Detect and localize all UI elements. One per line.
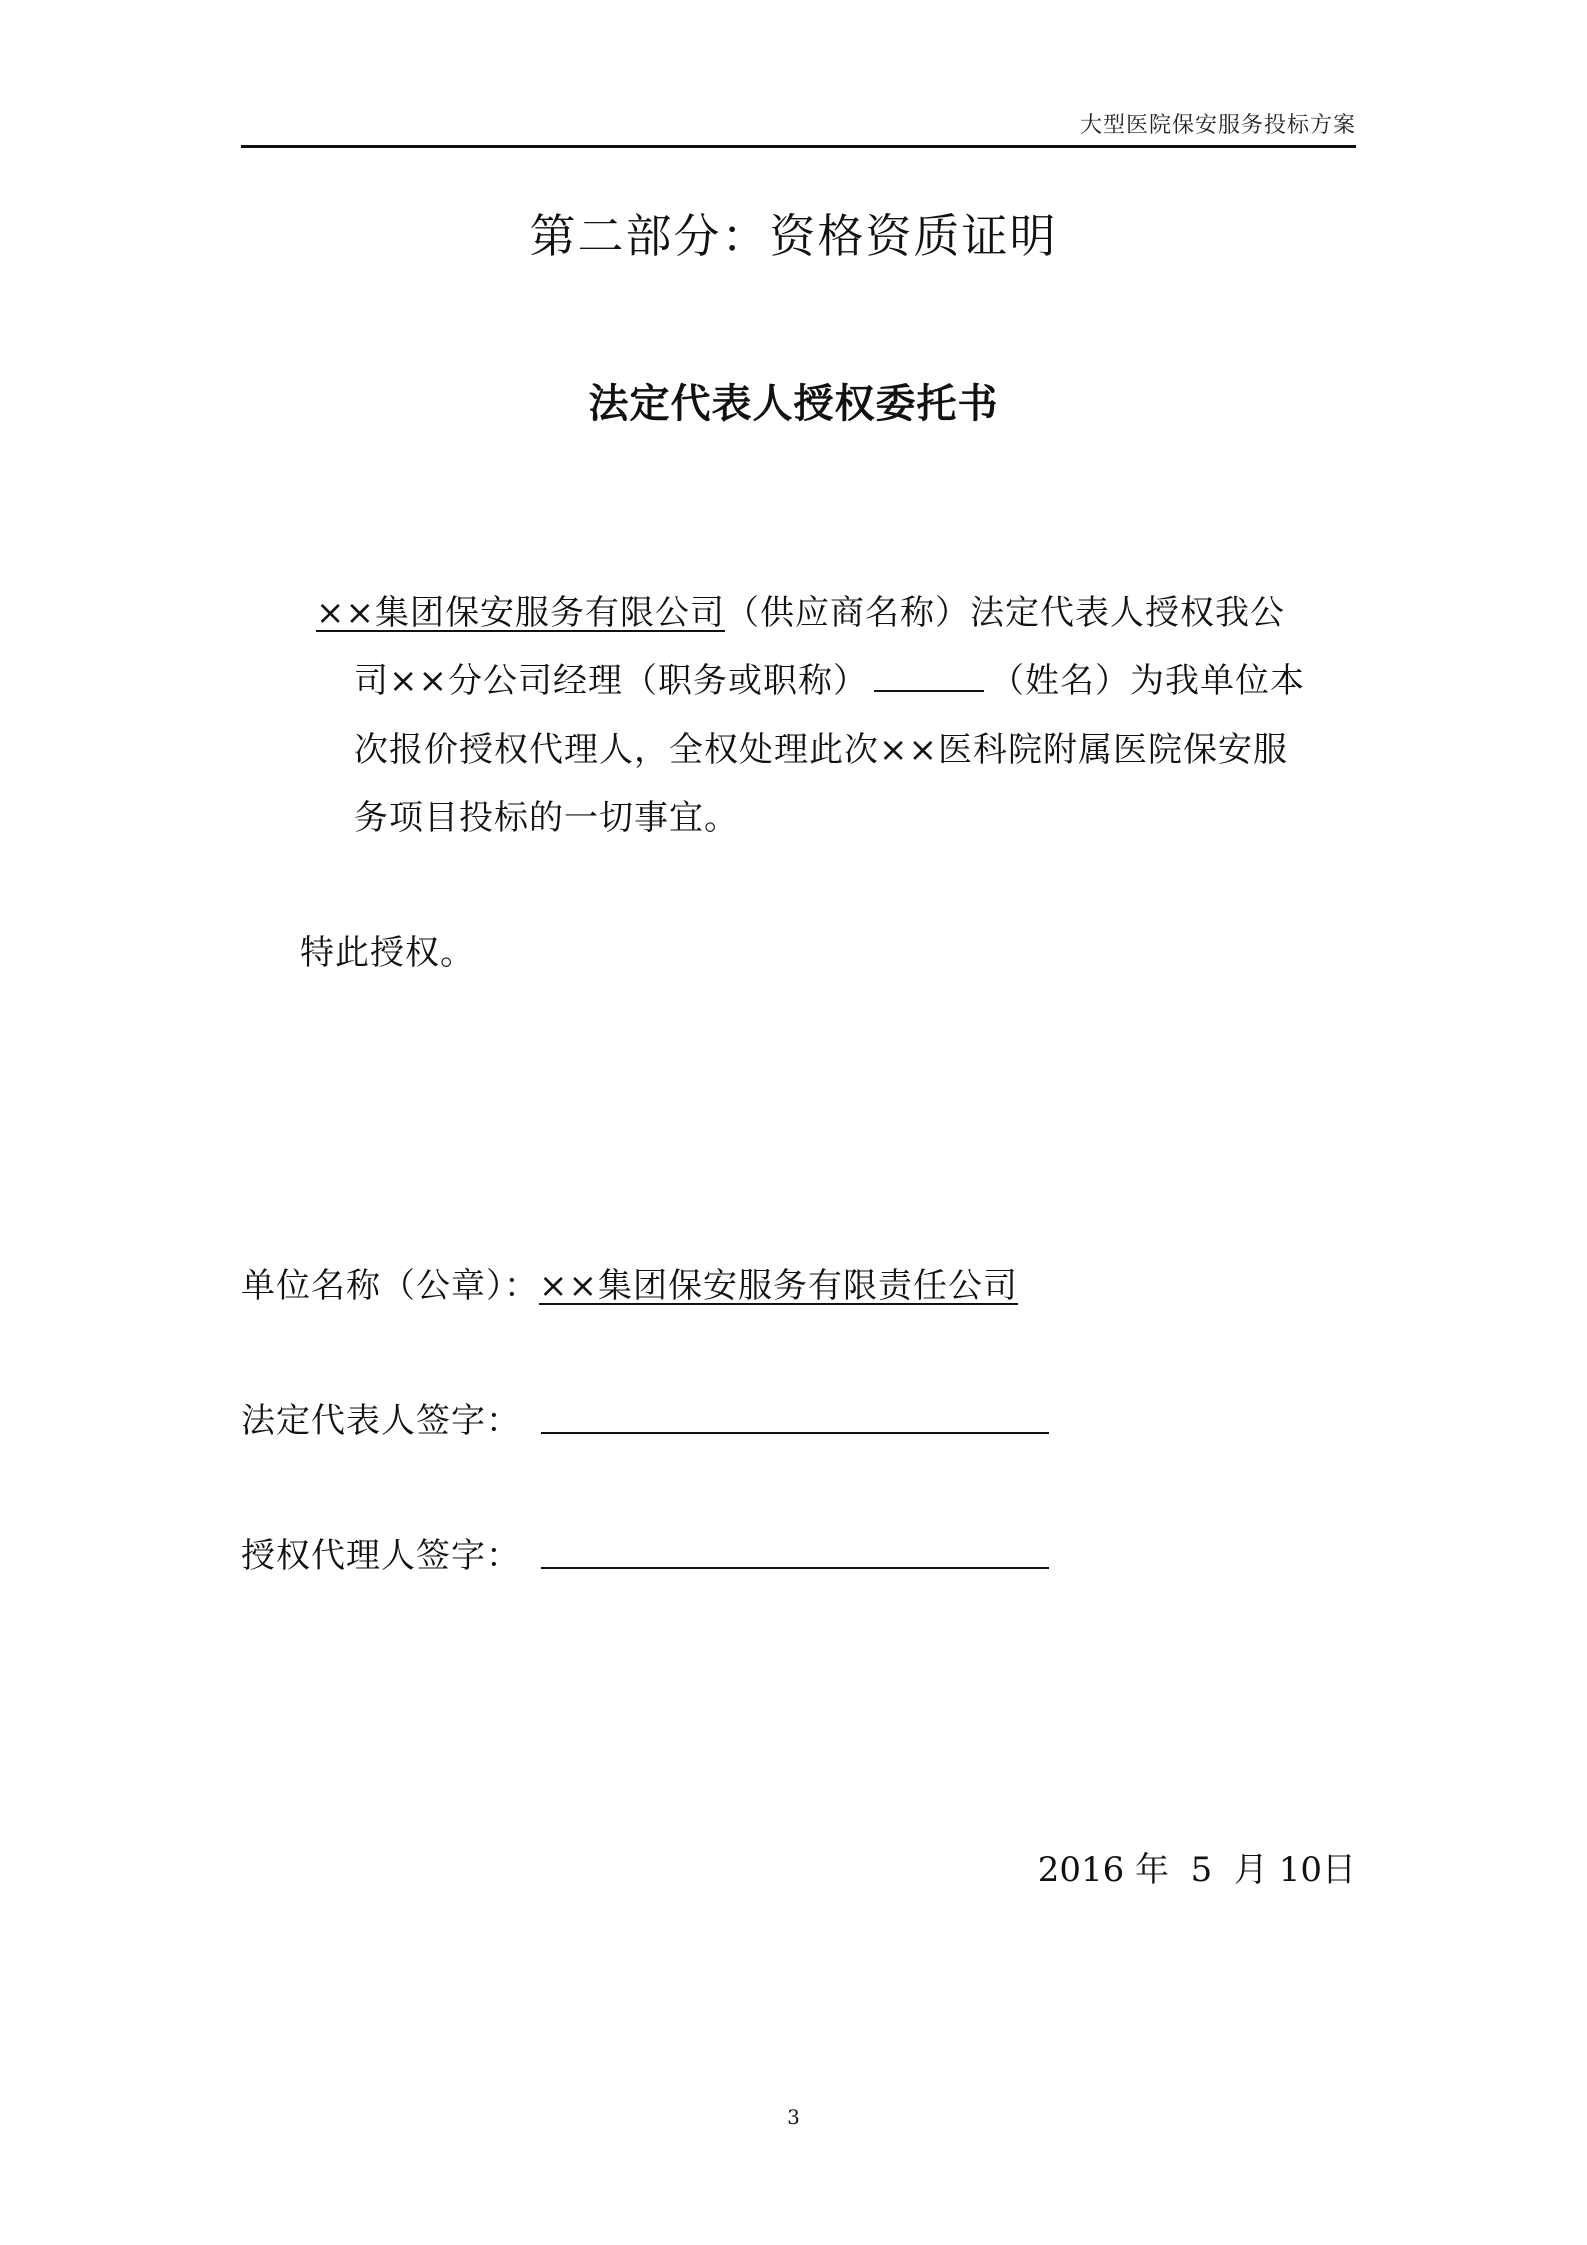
unit-name-label: 单位名称（公章）： [241, 1266, 539, 1306]
unit-name-row [241, 1258, 1018, 1307]
date-year: 2016 [1037, 1850, 1125, 1890]
page-number: 3 [787, 2105, 800, 2129]
closing-text: 特此授权。 [300, 933, 475, 973]
legal-rep-signature-line [541, 1432, 1049, 1434]
part-title: 第二部分：资格资质证明 [529, 209, 1058, 263]
date-month: 5 [1190, 1850, 1213, 1890]
document-title: 法定代表人授权委托书 [588, 380, 999, 427]
paragraph-line-2 [354, 653, 1305, 702]
paragraph-line-4: 务项目投标的一切事宜。 [354, 798, 739, 838]
agent-signature-line [541, 1567, 1049, 1569]
paragraph-line-3: 次报价授权代理人，全权处理此次××医科院附属医院保安服 [354, 730, 1288, 770]
date-day-unit: 日 [1322, 1850, 1356, 1890]
line2-prefix: 司××分公司经理（职务或职称） [354, 661, 868, 701]
date-year-unit: 年 [1135, 1850, 1170, 1890]
date-month-unit: 月 [1233, 1850, 1268, 1890]
company-name: ××集团保安服务有限公司 [316, 593, 725, 633]
running-header: 大型医院保安服务投标方案 [1079, 113, 1356, 138]
agent-label: 授权代理人签字： [241, 1536, 521, 1576]
legal-rep-label: 法定代表人签字： [241, 1401, 521, 1441]
unit-name-value: ××集团保安服务有限责任公司 [539, 1266, 1018, 1306]
line2-suffix: （姓名）为我单位本 [989, 661, 1305, 701]
line1-rest: （供应商名称）法定代表人授权我公 [724, 593, 1285, 633]
document-date [1038, 1842, 1356, 1891]
name-blank [874, 662, 984, 692]
paragraph-line-1 [316, 585, 1285, 634]
header-rule [241, 145, 1356, 148]
date-day: 10 [1278, 1850, 1322, 1890]
